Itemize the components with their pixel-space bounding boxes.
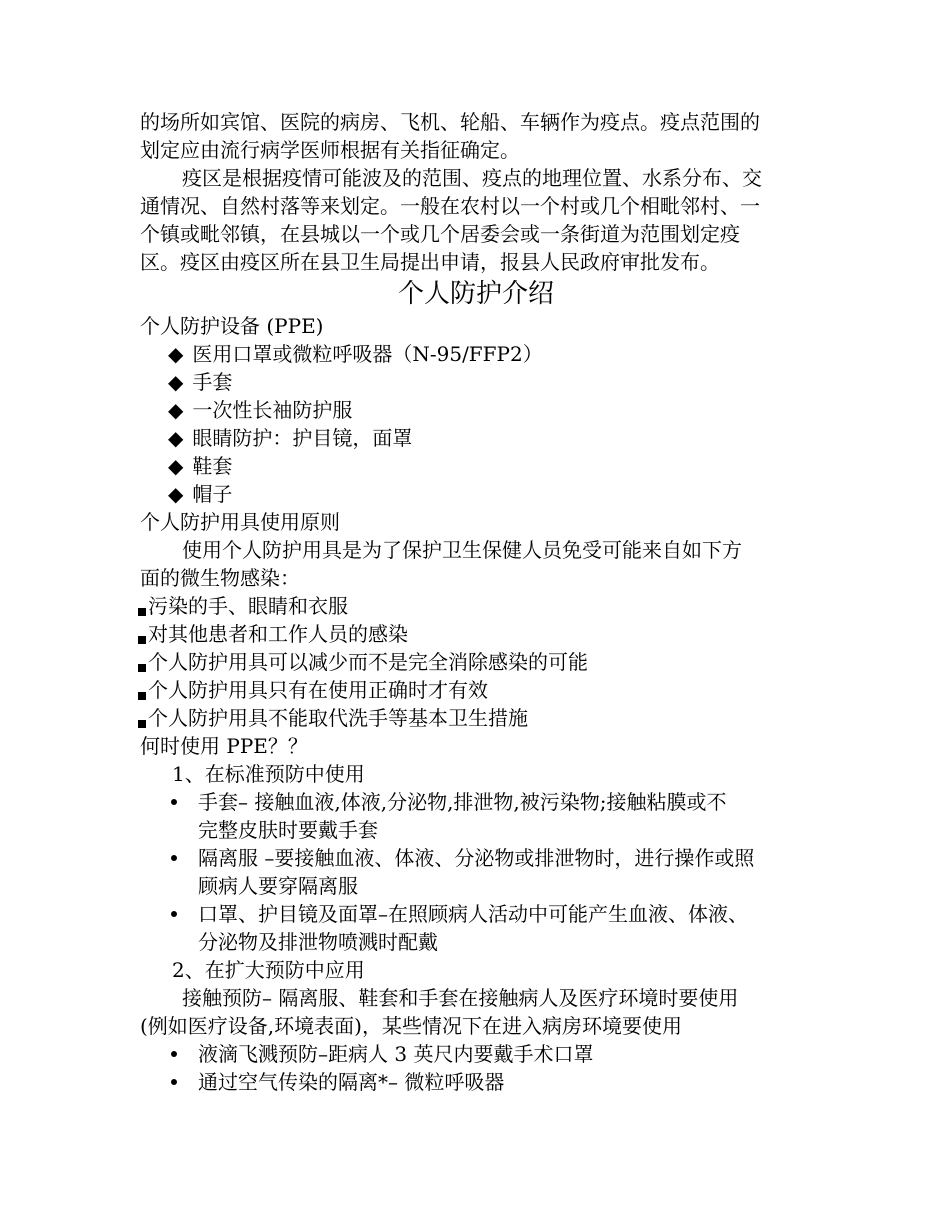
diamond-bullet-icon: ◆ <box>168 370 184 394</box>
diamond-bullet-icon: ◆ <box>168 426 184 450</box>
square-bullet-icon <box>138 636 146 644</box>
list-item-text: 手套– 接触血液,体液,分泌物,排泄物,被污染物;接触粘膜或不 <box>198 790 727 814</box>
text-line: 划定应由流行病学医师根据有关指征确定。 <box>140 138 520 162</box>
square-bullet-icon <box>138 692 146 700</box>
list-item-line <box>140 900 812 928</box>
principles-heading: 个人防护用具使用原则 <box>140 510 340 534</box>
list-item <box>140 1068 812 1096</box>
list-item <box>140 452 812 480</box>
list-item <box>140 368 812 396</box>
list-item-text: 个人防护用具不能取代洗手等基本卫生措施 <box>148 706 528 730</box>
list-item-text: 手套 <box>192 370 233 394</box>
text-line: (例如医疗设备,环境表面)，某些情况下在进入病房环境要使用 <box>140 1014 682 1038</box>
list-item <box>140 788 812 844</box>
bullet-dot-icon <box>171 1051 177 1057</box>
text-line: 使用个人防护用具是为了保护卫生保健人员免受可能来自如下方 <box>182 538 742 562</box>
bullet-dot-icon <box>171 799 177 805</box>
list-item <box>140 844 812 900</box>
text-line: 疫区是根据疫情可能波及的范围、疫点的地理位置、水系分布、交 <box>182 166 762 190</box>
list-item-text: 眼睛防护：护目镜，面罩 <box>192 426 413 450</box>
list-item-text: 口罩、护目镜及面罩–在照顾病人活动中可能产生血液、体液、 <box>198 902 748 926</box>
list-item <box>138 704 812 732</box>
list-item-text: 个人防护用具只有在使用正确时才有效 <box>148 678 488 702</box>
list-item <box>140 900 812 956</box>
ppe-heading: 个人防护设备 (PPE) <box>140 314 324 338</box>
diamond-bullet-icon: ◆ <box>168 454 184 478</box>
bullet-dot-icon <box>171 855 177 861</box>
list-item-text: 个人防护用具可以减少而不是完全消除感染的可能 <box>148 650 588 674</box>
list-item-text: 污染的手、眼睛和衣服 <box>148 594 348 618</box>
list-item-text: 帽子 <box>192 482 233 506</box>
text-line: 通情况、自然村落等来划定。一般在农村以一个村或几个相毗邻村、一 <box>140 194 760 218</box>
text-line: 区。疫区由疫区所在县卫生局提出申请，报县人民政府审批发布。 <box>140 250 720 274</box>
list-item <box>140 340 812 368</box>
list-item <box>140 1040 812 1068</box>
list-item-text: 一次性长袖防护服 <box>192 398 353 422</box>
list-item-text: 液滴飞溅预防–距病人 3 英尺内要戴手术口罩 <box>198 1042 594 1066</box>
intro-paragraph-1 <box>140 108 812 164</box>
text-line: 的场所如宾馆、医院的病房、飞机、轮船、车辆作为疫点。疫点范围的 <box>140 110 760 134</box>
list-item-text: 鞋套 <box>192 454 233 478</box>
list-item <box>140 424 812 452</box>
list-item-text: 医用口罩或微粒呼吸器（N-95/FFP2） <box>192 342 543 366</box>
list-item-line: 分泌物及排泄物喷溅时配戴 <box>198 930 438 954</box>
bullet-dot-icon <box>171 911 177 917</box>
list-item <box>138 592 812 620</box>
list-item-line: 完整皮肤时要戴手套 <box>198 818 378 842</box>
list-item <box>138 648 812 676</box>
when-heading: 何时使用 PPE？？ <box>140 734 308 758</box>
subsection-heading: 2、在扩大预防中应用 <box>172 958 365 982</box>
list-item-line <box>140 788 812 816</box>
list-item-text: 隔离服 –要接触血液、体液、分泌物或排泄物时，进行操作或照 <box>198 846 755 870</box>
document-page <box>140 108 812 1096</box>
square-bullet-icon <box>138 720 146 728</box>
list-item-line: 顾病人要穿隔离服 <box>198 874 358 898</box>
text-line: 接触预防– 隔离服、鞋套和手套在接触病人及医疗环境时要使用 <box>182 986 739 1010</box>
subsection-heading: 1、在标准预防中使用 <box>172 762 365 786</box>
square-bullet-icon <box>138 664 146 672</box>
section-title: 个人防护介绍 <box>397 279 554 309</box>
list-item-text: 通过空气传染的隔离*– 微粒呼吸器 <box>198 1070 505 1094</box>
diamond-bullet-icon: ◆ <box>168 342 184 366</box>
list-item-text: 对其他患者和工作人员的感染 <box>148 622 408 646</box>
list-item <box>140 396 812 424</box>
list-item <box>140 480 812 508</box>
list-item-line <box>140 844 812 872</box>
diamond-bullet-icon: ◆ <box>168 398 184 422</box>
extended-precautions-list <box>140 1040 812 1096</box>
standard-precautions-list <box>140 788 812 956</box>
text-line: 面的微生物感染： <box>140 566 300 590</box>
square-bullet-icon <box>138 608 146 616</box>
bullet-dot-icon <box>171 1079 177 1085</box>
text-line: 个镇或毗邻镇，在县城以一个或几个居委会或一条街道为范围划定疫 <box>140 222 740 246</box>
list-item <box>138 620 812 648</box>
principles-list <box>140 592 812 732</box>
intro-paragraph-2 <box>140 164 812 276</box>
diamond-bullet-icon: ◆ <box>168 482 184 506</box>
ppe-list <box>140 340 812 508</box>
list-item <box>138 676 812 704</box>
